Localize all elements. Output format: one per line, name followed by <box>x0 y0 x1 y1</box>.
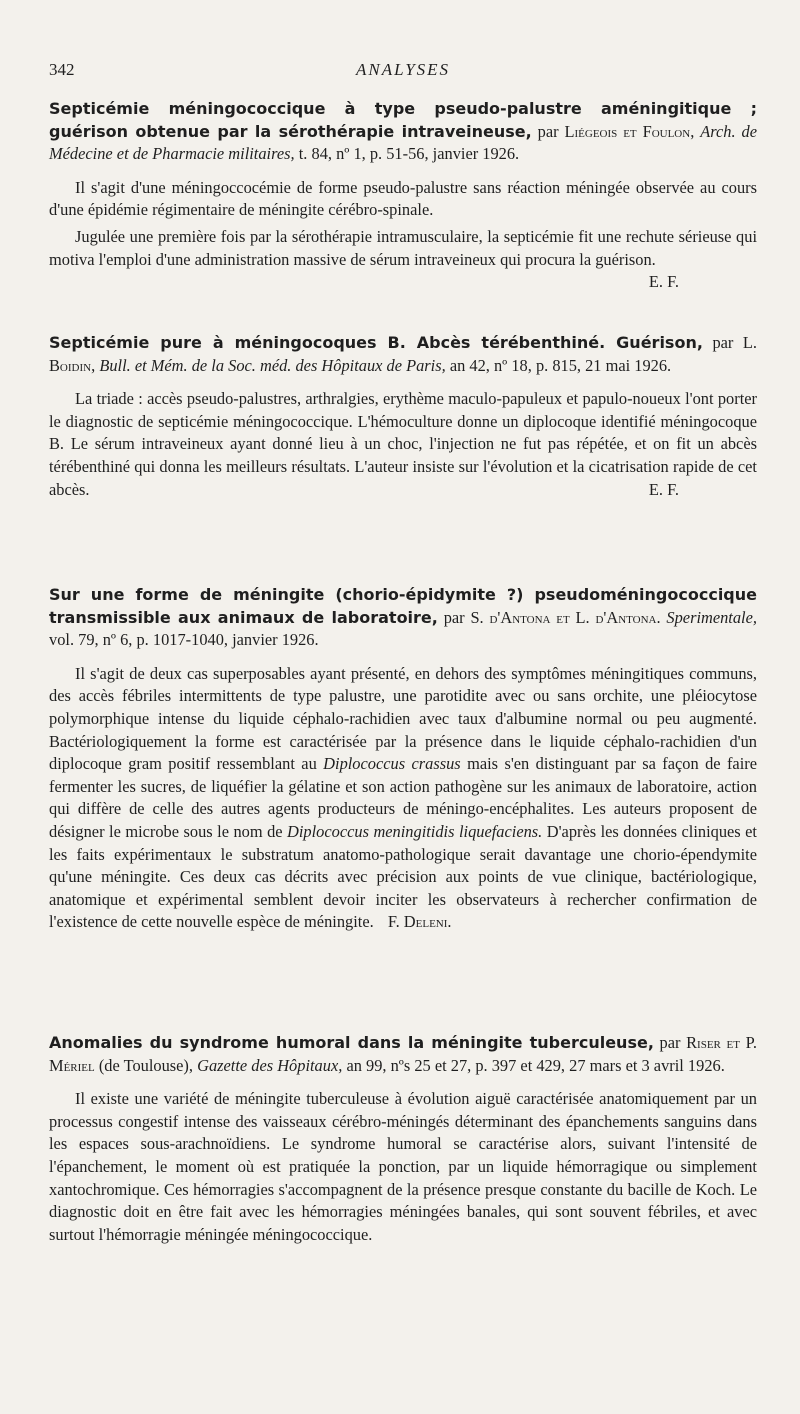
signature: F. Deleni. <box>387 912 452 932</box>
article-journal: Gazette des Hôpitaux, <box>197 1055 343 1075</box>
paragraph-text: Jugulée une première fois par la sérothérapie intramusculaire, la septicémie fit une rechute sérieuse qui motiva l'emploi d'une administration massive de sérum intraveineux qui procura la guérison. <box>49 226 757 269</box>
article-title: Anomalies du syndrome humoral dans la méningite tuberculeuse, <box>49 1033 654 1052</box>
article-by: par <box>537 121 559 141</box>
article-3 <box>49 584 757 934</box>
signature: E. F. <box>648 272 679 292</box>
article-city: (de Toulouse), <box>98 1055 193 1075</box>
article-journal: Arch. de Médecine et de Pharmacie militaires, <box>49 121 757 164</box>
article-heading <box>49 98 757 166</box>
paragraph-text: Il s'agit de deux cas superposables ayant présenté, en dehors des symptômes méningitiques communs, des accès fébriles intermittents de type palustre, une parotidite avec ou sans orchite, une pléiocytose polymorphique intense du liquide céphalo-rachidien avec taux d'albumine normal ou peu augmenté. Bactériologiquement la forme est caractérisée par la présence dans le liquide céphalo-rachidien d'un diplocoque gram positif ressemblant au <box>49 663 757 774</box>
article-ref: an 99, nºs 25 et 27, p. 397 et 429, 27 mars et 3 avril 1926. <box>346 1055 725 1075</box>
article-authors: S. d'Antona et L. d'Antona. <box>470 607 661 627</box>
paragraph-text: D'après les données cliniques et les faits expérimentaux le substratum anatomo-pathologique serait davantage une chorio-épendymite qu'une méningite. Ces deux cas décrits avec précision aux points de vue clinique, bactériologique, anatomique et expérimental semblent devoir inciter les observateurs à rechercher confirmation de l'existence de cette nouvelle espèce de méningite. <box>49 821 757 932</box>
signature: E. F. <box>648 479 679 499</box>
article-paragraph: Il existe une variété de méningite tuberculeuse à évolution aiguë caractérisée anatomiquement par un processus congestif intense des vaisseaux cérébro-méningés déterminant des épanchements sanguins dans les espaces sous-arachnoïdiens. Le syndrome humoral se caractérise alors, suivant l'intensité de l'épanchement, le moment où est pratiquée la ponction, par un liquide hémorragique ou simplement xantochromique. Ces hémorragies s'accompagnent de la présence presque constante du bacille de Koch. Le diagnostic doit en être fait avec les hémorragies méningées banales, qui sont souvent fébriles, et avec surtout l'hémorragie méningée méningococcique. <box>49 1089 757 1244</box>
article-heading <box>49 1032 757 1077</box>
article-authors: Liégeois et Foulon, <box>564 121 695 141</box>
article-by: par <box>659 1033 681 1052</box>
article-paragraph <box>49 663 757 934</box>
article-journal: Sperimentale, <box>666 607 757 627</box>
article-title: Sur une forme de méningite (chorio-épidymite ?) pseudoméningococcique transmissible aux animaux de laboratoire, <box>49 585 757 627</box>
article-authors: L. Boidin, <box>49 333 758 375</box>
paragraph-text: La triade : accès pseudo-palustres, arthralgies, erythème maculo-papuleux et papulo-noueux l'ont porter le diagnostic de septicémie méningococcique. L'hémoculture donne un diplocoque identifié méningocoque B. Le sérum intraveineux ayant donné lieu à un choc, l'injection ne fut pas répétée, et on fit un abcès térébenthiné qui donna les meilleurs résultats. L'auteur insiste sur l'évolution et la cicatrisation rapide de cet abcès. <box>49 389 757 499</box>
article-1 <box>49 98 757 294</box>
article-heading <box>49 332 757 377</box>
species-name: Diplococcus crassus <box>323 754 461 774</box>
article-title: Septicémie pure à méningocoques B. Abcès térébenthiné. Guérison, <box>49 333 703 352</box>
article-ref: vol. 79, nº 6, p. 1017-1040, janvier 1926. <box>49 630 319 650</box>
page-header <box>49 60 757 84</box>
article-authors: Riser et P. Mériel <box>49 1033 757 1075</box>
article-paragraph <box>49 226 757 292</box>
article-title: Septicémie méningococcique à type pseudo-palustre améningitique ; guérison obtenue par la sérothérapie intraveineuse, <box>49 99 757 141</box>
running-title: ANALYSES <box>355 60 451 79</box>
article-heading <box>49 584 757 652</box>
paragraph-text: mais s'en distinguant par sa façon de faire fermenter les sucres, de liquéfier la gélatine et son action pathogène sur les animaux de laboratoire, action qui diffère de celle des autres agents producteurs de méningo-encéphalites. Les auteurs proposent de désigner le microbe sous le nom de <box>49 754 757 841</box>
article-paragraph <box>49 388 757 501</box>
article-ref: t. 84, nº 1, p. 51-56, janvier 1926. <box>298 144 520 164</box>
page-number: 342 <box>49 60 75 79</box>
article-by: par <box>443 607 465 627</box>
species-name: Diplococcus meningitidis liquefaciens. <box>287 821 543 841</box>
article-ref: an 42, nº 18, p. 815, 21 mai 1926. <box>449 355 672 375</box>
article-by: par <box>712 333 734 352</box>
article-paragraph: Il s'agit d'une méningoccocémie de forme pseudo-palustre sans réaction méningée observée au cours d'une épidémie régimentaire de méningite cérébro-spinale. <box>49 177 757 220</box>
article-2 <box>49 332 757 501</box>
article-4 <box>49 1032 757 1246</box>
article-journal: Bull. et Mém. de la Soc. méd. des Hôpitaux de Paris, <box>99 355 446 375</box>
